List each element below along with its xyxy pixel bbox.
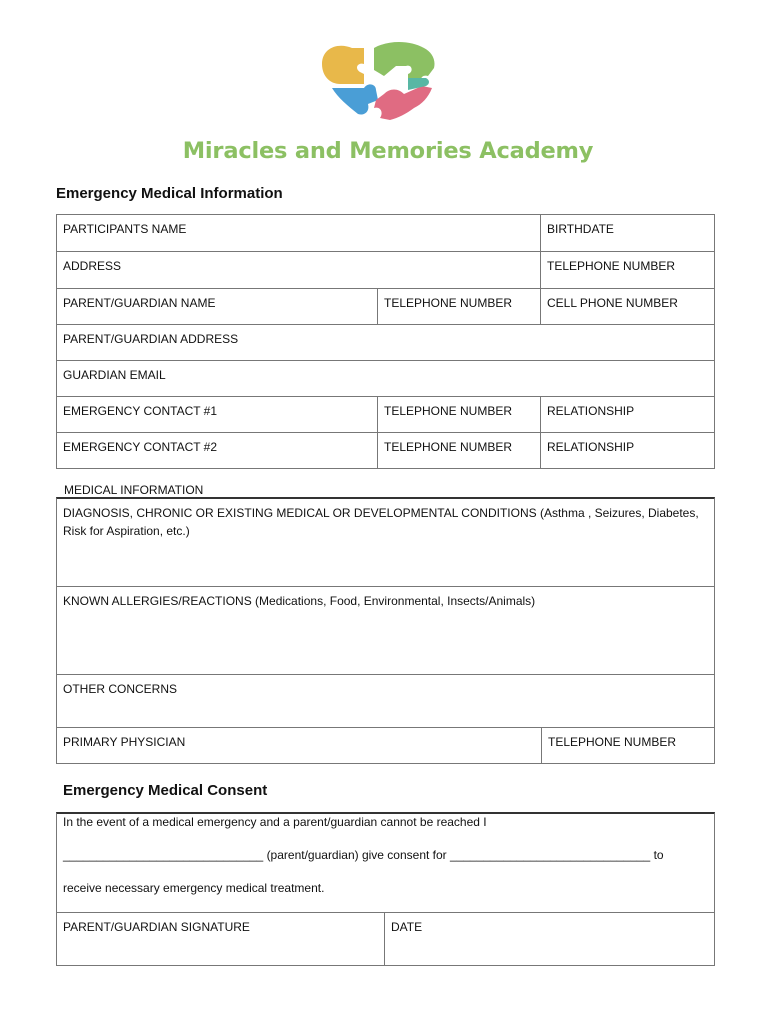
other-concerns-field[interactable] <box>56 674 715 728</box>
medical-information-heading: MEDICAL INFORMATION <box>64 483 204 497</box>
parent-guardian-signature-field[interactable] <box>56 912 385 966</box>
emergency-medical-information-title: Emergency Medical Information <box>56 185 283 202</box>
parent-telephone-number-field[interactable] <box>377 288 541 325</box>
cell-phone-number-label: CELL PHONE NUMBER <box>547 296 678 310</box>
birthdate-field[interactable] <box>540 214 715 252</box>
contact-2-telephone-label: TELEPHONE NUMBER <box>384 440 513 454</box>
contact-2-relationship-field[interactable] <box>540 432 715 469</box>
consent-line-2-mid: (parent/guardian) give consent for <box>266 848 447 862</box>
emergency-contact-2-field[interactable] <box>56 432 378 469</box>
physician-telephone-field[interactable] <box>541 727 715 764</box>
puzzle-heart-logo <box>318 42 450 122</box>
cell-phone-number-field[interactable] <box>540 288 715 325</box>
consent-line-1: In the event of a medical emergency and a parent/guardian cannot be reached I <box>63 815 487 829</box>
contact-2-telephone-field[interactable] <box>377 432 541 469</box>
logo-piece-pink <box>374 86 432 120</box>
child-name-blank[interactable]: ______________________________ <box>450 848 651 862</box>
parent-guardian-name-label: PARENT/GUARDIAN NAME <box>63 296 216 310</box>
diagnosis-label: DIAGNOSIS, CHRONIC OR EXISTING MEDICAL OR DEVELOPMENTAL CONDITIONS (Asthma , Seizures, Diabetes, Risk for Aspiration, etc.) <box>63 506 699 538</box>
logo-piece-blue <box>332 84 378 114</box>
logo-piece-yellow <box>322 46 364 84</box>
parent-guardian-address-field[interactable] <box>56 324 715 361</box>
emergency-medical-consent-title: Emergency Medical Consent <box>63 782 268 799</box>
contact-2-relationship-label: RELATIONSHIP <box>547 440 635 454</box>
guardian-email-label: GUARDIAN EMAIL <box>63 368 166 382</box>
academy-name: Miracles and Memories Academy <box>182 138 594 164</box>
date-field[interactable] <box>384 912 715 966</box>
address-field[interactable] <box>56 251 541 289</box>
telephone-number-label: TELEPHONE NUMBER <box>547 259 676 273</box>
consent-line-3: receive necessary emergency medical treatment. <box>63 881 325 895</box>
diagnosis-field[interactable] <box>56 497 715 587</box>
participants-name-field[interactable] <box>56 214 541 252</box>
address-label: ADDRESS <box>63 259 122 273</box>
contact-1-telephone-field[interactable] <box>377 396 541 433</box>
consent-line-2 <box>63 848 664 862</box>
other-concerns-label: OTHER CONCERNS <box>63 682 178 696</box>
telephone-number-field[interactable] <box>540 251 715 289</box>
contact-1-relationship-label: RELATIONSHIP <box>547 404 635 418</box>
known-allergies-field[interactable] <box>56 586 715 675</box>
consent-line-2-end: to <box>653 848 664 862</box>
contact-1-relationship-field[interactable] <box>540 396 715 433</box>
emergency-contact-2-label: EMERGENCY CONTACT #2 <box>63 440 218 454</box>
logo-piece-green <box>374 42 435 84</box>
birthdate-label: BIRTHDATE <box>547 222 614 236</box>
parent-name-blank[interactable]: ______________________________ <box>63 848 264 862</box>
primary-physician-field[interactable] <box>56 727 542 764</box>
parent-guardian-address-label: PARENT/GUARDIAN ADDRESS <box>63 332 239 346</box>
known-allergies-label: KNOWN ALLERGIES/REACTIONS (Medications, Food, Environmental, Insects/Animals) <box>63 594 536 608</box>
physician-telephone-label: TELEPHONE NUMBER <box>548 735 677 749</box>
emergency-contact-1-field[interactable] <box>56 396 378 433</box>
parent-guardian-signature-label: PARENT/GUARDIAN SIGNATURE <box>63 920 250 934</box>
primary-physician-label: PRIMARY PHYSICIAN <box>63 735 186 749</box>
contact-1-telephone-label: TELEPHONE NUMBER <box>384 404 513 418</box>
emergency-contact-1-label: EMERGENCY CONTACT #1 <box>63 404 218 418</box>
parent-telephone-number-label: TELEPHONE NUMBER <box>384 296 513 310</box>
date-label: DATE <box>391 920 423 934</box>
participants-name-label: PARTICIPANTS NAME <box>63 222 187 236</box>
guardian-email-field[interactable] <box>56 360 715 397</box>
parent-guardian-name-field[interactable] <box>56 288 378 325</box>
